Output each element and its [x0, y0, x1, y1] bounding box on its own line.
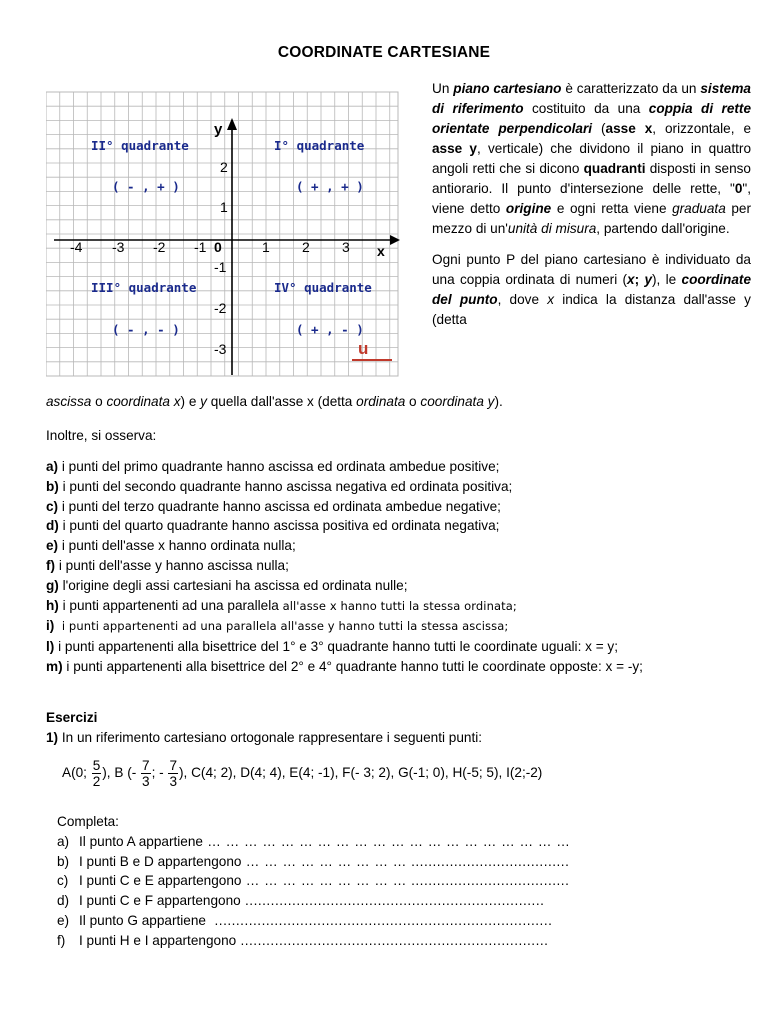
fraction-b1 [141, 758, 151, 789]
property-text: i punti del quarto quadrante hanno ascissa positiva ed ordinata negativa; [58, 518, 500, 534]
quadrant-2-signs: ( - , + ) [112, 179, 180, 194]
complete-item-label: f) [57, 932, 66, 948]
complete-item-text: I punti B e D appartengono [79, 853, 242, 869]
text-segment: o [91, 394, 107, 409]
text-segment: asse y [432, 141, 477, 156]
x-tick: 2 [302, 239, 310, 255]
text-segment: y [200, 394, 207, 409]
text-segment: origine [505, 201, 552, 216]
property-label: a) [46, 459, 59, 474]
property-text: i punti appartenenti alla bisettrice del 1° e 3° quadrante hanno tutti le coordinate uguali: x = y; [54, 639, 618, 655]
properties-list [46, 457, 643, 677]
complete-item-label: a) [57, 833, 70, 849]
property-item [46, 616, 643, 637]
exercise-1 [46, 728, 482, 748]
x-tick: 1 [262, 239, 270, 255]
complete-item-label: d) [57, 893, 70, 909]
text-segment: unità di misura [507, 221, 597, 236]
unit-label: u [358, 339, 369, 358]
text-segment: ascissa [46, 394, 92, 409]
exercise-1-number: 1) [46, 730, 59, 745]
quadrant-4-signs: ( + , - ) [296, 322, 364, 337]
property-label: g) [46, 577, 59, 593]
text-segment: graduata [672, 201, 726, 216]
answer-blank[interactable]: ............................................................................... [205, 912, 553, 928]
text-segment: sistema di riferimento [432, 81, 751, 116]
property-label: h) [46, 597, 59, 613]
text-segment: y [644, 272, 653, 287]
property-item [46, 477, 643, 497]
quadrant-3-label: III° quadrante [91, 280, 197, 295]
text-segment: ordinata [356, 394, 406, 409]
fraction-numerator: 7 [169, 758, 178, 773]
text-segment: ", viene detto [432, 181, 751, 216]
text-segment: disposti in senso antiorario. Il punto d'intersezione delle rette, " [432, 161, 751, 196]
text-segment: ; [634, 272, 645, 287]
quadrant-3-signs: ( - , - ) [112, 322, 180, 337]
text-segment: coppia di rette orientate perpendicolari [432, 101, 752, 136]
answer-blank[interactable]: … … … … … … … … … … … … … … … … … … … … [202, 833, 571, 849]
fraction-numerator: 7 [142, 758, 150, 773]
x-tick: -3 [112, 239, 125, 255]
property-text: i punti del terzo quadrante hanno ascissa ed ordinata ambedue negative; [58, 498, 501, 514]
text-segment: coordinata x [106, 394, 181, 409]
x-axis-label: x [377, 243, 385, 259]
text-segment: è caratterizzato da un [561, 81, 701, 96]
fraction-b2 [168, 758, 178, 789]
fraction-denominator: 2 [92, 774, 101, 789]
quadrant-4-label: IV° quadrante [274, 280, 372, 295]
property-text-cont: i punti appartenenti ad una parallela all'asse y hanno tutti la stessa ascissa; [61, 619, 509, 634]
x-tick: 3 [342, 239, 350, 255]
text-segment: , verticale) che dividono il piano in quattro angoli retti che si dicono [432, 141, 752, 176]
text-segment: x [627, 272, 635, 287]
answer-blank[interactable]: ...................................................................... [240, 893, 545, 909]
property-text: i punti dell'asse y hanno ascissa nulla; [55, 557, 289, 573]
fraction-numerator: 5 [92, 758, 101, 773]
text-segment: quadranti [583, 161, 646, 176]
property-label: m) [46, 658, 63, 674]
y-tick: -3 [214, 341, 227, 357]
complete-section [57, 812, 570, 951]
complete-item [57, 911, 570, 931]
complete-item [57, 891, 570, 911]
property-label: c) [46, 498, 59, 514]
text-segment: indica la distanza dall'asse y (detta [432, 292, 751, 327]
property-item [46, 497, 643, 517]
text-segment: piano cartesiano [453, 81, 562, 96]
text-segment: 0 [734, 181, 743, 196]
point-a-suffix: ), B (- [102, 765, 141, 781]
complete-item-label: c) [57, 873, 69, 889]
cartesian-plane-figure [46, 90, 402, 378]
text-segment: Un [432, 81, 454, 96]
complete-item [57, 931, 570, 951]
points-list [62, 758, 542, 789]
property-text: i punti del secondo quadrante hanno ascissa negativa ed ordinata positiva; [58, 478, 513, 494]
text-segment: ), le [652, 272, 682, 287]
complete-item [57, 871, 570, 891]
text-segment: e ogni retta viene [551, 201, 673, 216]
y-tick: -2 [214, 300, 227, 316]
y-axis-label: y [214, 121, 223, 138]
answer-blank[interactable]: … … … … … … … … … ..................................... [241, 873, 570, 889]
complete-item [57, 852, 570, 872]
text-segment: ( [592, 121, 606, 136]
quadrant-1-label: I° quadrante [274, 138, 365, 153]
text-segment: coordinate del punto [432, 272, 752, 307]
property-item [46, 536, 643, 556]
text-segment: costituito da una [523, 101, 649, 116]
complete-item-text: I punti C e F appartengono [79, 893, 241, 909]
x-tick: -1 [194, 239, 207, 255]
y-tick: -1 [214, 259, 227, 275]
fraction-denominator: 3 [142, 774, 150, 789]
complete-item-text: I punti H e I appartengono [79, 932, 237, 948]
observe-line: Inoltre, si osserva: [46, 428, 157, 443]
complete-item-text: Il punto G appartiene [79, 912, 206, 928]
text-segment: Ogni punto P del piano cartesiano è individuato da una coppia ordinata di numeri ( [432, 252, 751, 287]
text-segment: x [547, 292, 555, 307]
complete-item-text: Il punto A appartiene [79, 833, 203, 849]
property-item [46, 556, 643, 576]
intro-continuation [46, 392, 503, 412]
property-item [46, 596, 643, 617]
complete-item-label: b) [57, 853, 70, 869]
fraction-denominator: 3 [169, 774, 178, 789]
text-segment: ) e [180, 394, 201, 409]
property-text: i punti dell'asse x hanno ordinata nulla; [58, 538, 296, 554]
intro-paragraph-1 [432, 79, 751, 239]
point-b-middle: ; - [151, 765, 168, 781]
intro-paragraph-2 [432, 250, 751, 330]
point-a-prefix: A(0; [62, 765, 91, 781]
complete-item-text: I punti C e E appartengono [79, 873, 242, 889]
property-label: l) [46, 639, 55, 655]
text-segment: , dove [497, 292, 548, 307]
property-text: i punti appartenenti alla bisettrice del 2° e 4° quadrante hanno tutti le coordinate opposte: x = -y; [62, 658, 643, 674]
property-item [46, 516, 643, 536]
text-segment: , partendo dall'origine. [596, 221, 730, 236]
quadrant-1-signs: ( + , + ) [296, 179, 364, 194]
property-text: l'origine degli assi cartesiani ha ascissa ed ordinata nulle; [58, 577, 408, 593]
x-tick: 0 [214, 239, 222, 255]
text-segment: quella dall'asse x (detta [206, 394, 357, 409]
complete-label: Completa: [57, 814, 119, 829]
property-item [46, 457, 643, 477]
answer-blank[interactable]: … … … … … … … … … ..................................... [241, 853, 570, 869]
complete-item [57, 832, 570, 852]
property-label: i) [46, 618, 55, 634]
y-tick: 2 [220, 159, 228, 175]
property-item [46, 576, 643, 596]
answer-blank[interactable]: ........................................................................ [236, 932, 549, 948]
property-text-cont: all'asse x hanno tutti la stessa ordinata; [282, 598, 517, 613]
property-item [46, 657, 643, 677]
x-tick: -4 [70, 239, 83, 255]
exercises-heading: Esercizi [46, 710, 98, 725]
exercise-1-text: In un riferimento cartesiano ortogonale rappresentare i seguenti punti: [58, 730, 483, 745]
property-label: d) [46, 518, 59, 534]
text-segment: o [405, 394, 421, 409]
property-text: i punti appartenenti ad una parallela [58, 597, 283, 613]
property-text [54, 618, 62, 633]
text-segment: coordinata y [420, 394, 495, 409]
fraction-a [92, 758, 102, 789]
property-label: b) [46, 478, 59, 494]
x-tick: -2 [153, 239, 166, 255]
text-segment: , orizzontale, e [652, 121, 752, 136]
intro-text [432, 79, 751, 330]
quadrant-2-label: II° quadrante [91, 138, 189, 153]
property-item [46, 637, 643, 657]
text-segment: asse x [605, 121, 653, 136]
points-rest: ), C(4; 2), D(4; 4), E(4; -1), F(- 3; 2), G(-1; 0), H(-5; 5), I(2;-2) [179, 765, 543, 781]
complete-item-label: e) [57, 912, 70, 928]
property-label: e) [46, 538, 59, 554]
y-tick: 1 [220, 199, 228, 215]
property-text: i punti del primo quadrante hanno ascissa ed ordinata ambedue positive; [58, 459, 500, 474]
page-title: COORDINATE CARTESIANE [277, 44, 491, 61]
text-segment: ). [494, 394, 503, 409]
text-segment: per mezzo di un' [432, 201, 751, 236]
property-label: f) [46, 557, 56, 573]
